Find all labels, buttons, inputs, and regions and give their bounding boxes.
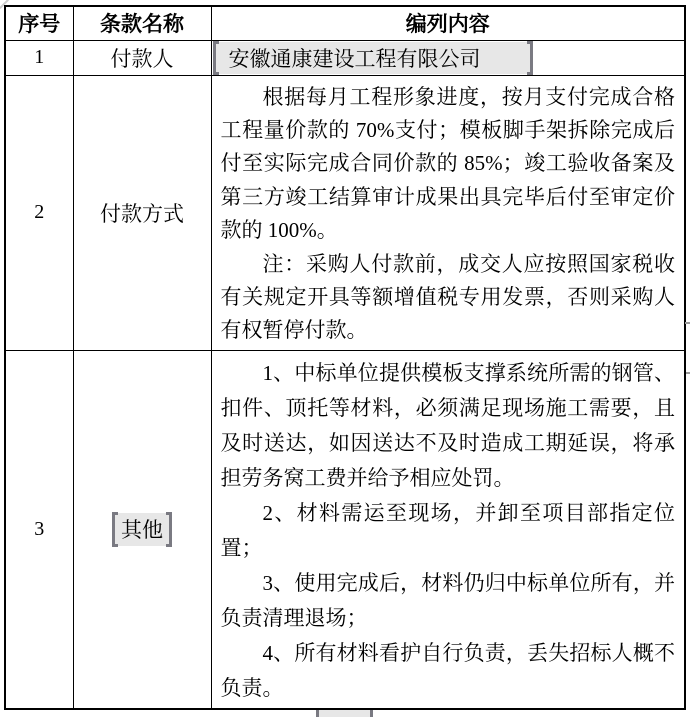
table-row-other [5,350,685,709]
row-number: 2 [5,75,73,350]
clause-name-payer: 付款人 [73,40,211,75]
clause-name-payment-method: 付款方式 [73,75,211,350]
payer-content-cell [211,40,685,75]
header-content: 编列内容 [211,6,685,40]
payer-name-text: 安徽通康建设工程有限公司 [228,46,481,71]
table-row-payer [5,40,685,75]
clause-name-other-cell [73,350,211,709]
payment-method-content-cell [211,75,685,350]
content-paragraph: 根据每月工程形象进度，按月支付完成合格工程量价款的 70%支付；模板脚手架拆除完成后付至实际完成合同价款的 85%；竣工验收备案及第三方竣工结算审计成果出具完毕后付至审定价款的 100%。 [220,84,675,243]
content-paragraph: 注：采购人付款前，成交人应按照国家税收有关规定开具等额增值税专用发票，否则采购人有权暂停付款。 [220,251,675,343]
right-edge-tick [685,322,690,324]
content-paragraph: 4、所有材料看护自行负责，丢失招标人概不负责。 [220,640,675,700]
row-number: 1 [5,40,73,75]
right-edge-tick [686,372,690,374]
clauses-table [4,5,686,710]
other-content-cell [211,350,685,709]
payer-form-field[interactable] [214,42,532,74]
content-paragraph: 1、中标单位提供模板支撑系统所需的钢管、扣件、顶托等材料，必须满足现场施工需要，且及时送达，如因送达不及时造成工期延误，将承担劳务窝工费并给予相应处罚。 [220,360,675,490]
other-form-field[interactable] [113,513,171,546]
row-number: 3 [5,350,73,709]
content-paragraph: 3、使用完成后，材料仍归中标单位所有，并负责清理退场； [220,570,675,630]
table-row-payment-method [5,75,685,350]
content-paragraph: 2、材料需运至现场，并卸至项目部指定位置； [220,500,675,560]
header-clause-name: 条款名称 [73,6,211,40]
header-row [5,6,685,40]
other-label-text: 其他 [121,518,163,543]
cutoff-form-field-fragment[interactable] [316,710,373,717]
header-seq-no: 序号 [5,6,73,40]
